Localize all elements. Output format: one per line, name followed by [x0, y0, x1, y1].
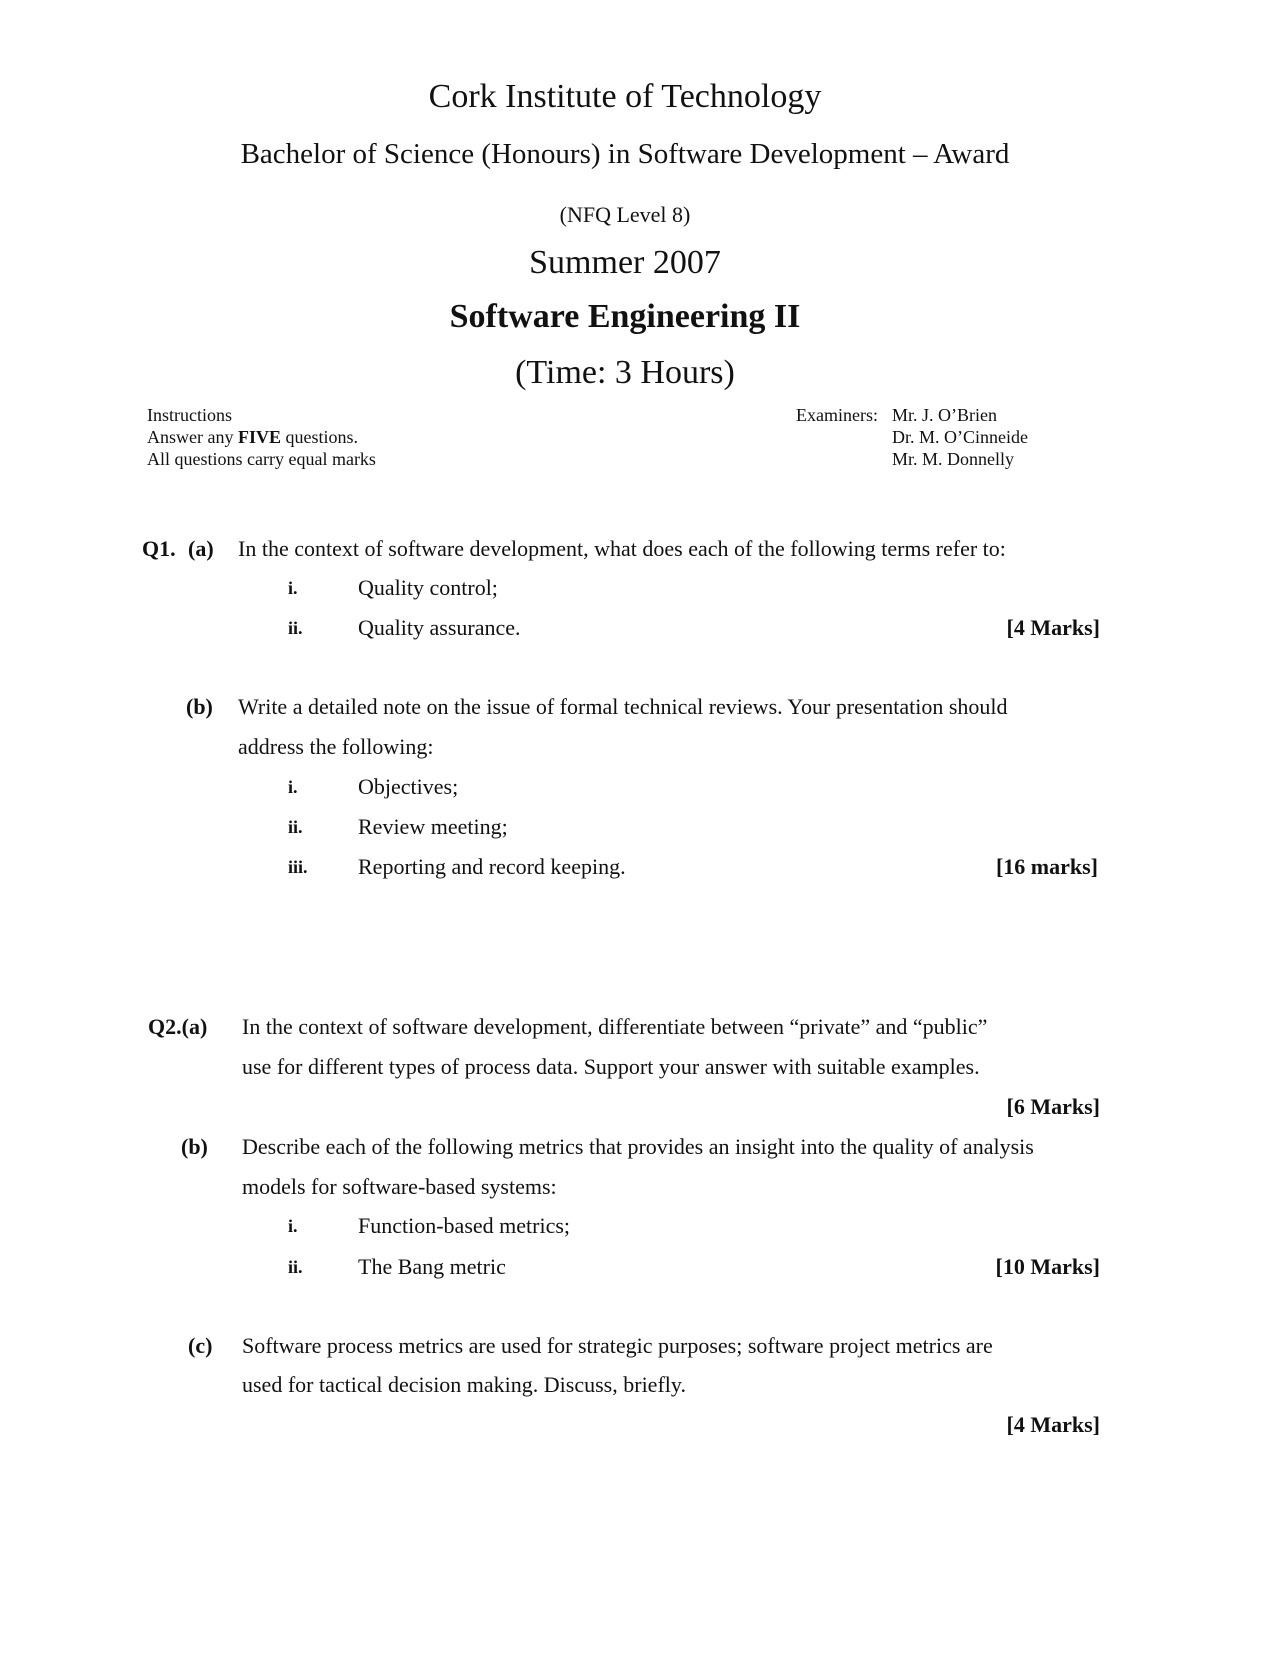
- q1a-text: In the context of software development, what does each of the following terms refer to:: [238, 536, 1006, 561]
- q2c-text-2: used for tactical decision making. Discuss, briefly.: [242, 1372, 686, 1397]
- q2c-label: (c): [188, 1333, 213, 1358]
- q1b-text-1: Write a detailed note on the issue of formal technical reviews. Your presentation should: [238, 694, 1008, 719]
- exam-session: Summer 2007: [529, 244, 721, 281]
- q2c-marks: [4 Marks]: [1006, 1412, 1100, 1437]
- q1a-label: (a): [188, 536, 214, 561]
- examiners-label: Examiners:: [796, 405, 878, 425]
- q1b-item-2: Review meeting;: [358, 814, 508, 839]
- q2b-label: (b): [181, 1134, 208, 1159]
- q2a-text-1: In the context of software development, differentiate between “private” and “public”: [242, 1014, 988, 1039]
- instructions-heading: Instructions: [147, 405, 232, 425]
- q2b-item-2-num: ii.: [288, 1257, 303, 1277]
- q2c-text-1: Software process metrics are used for strategic purposes; software project metrics are: [242, 1333, 993, 1358]
- exam-duration: (Time: 3 Hours): [515, 354, 735, 391]
- q2b-text-2: models for software-based systems:: [242, 1174, 557, 1199]
- q1b-item-1-num: i.: [288, 777, 298, 797]
- q1b-item-3-num: iii.: [288, 857, 308, 877]
- q2b-marks: [10 Marks]: [995, 1254, 1100, 1279]
- q2a-text-2: use for different types of process data. Support your answer with suitable examples.: [242, 1054, 980, 1079]
- examiners-names: [892, 404, 1028, 470]
- q2b-item-1: Function-based metrics;: [358, 1213, 571, 1238]
- q1b-label: (b): [186, 694, 213, 719]
- q1a-item-1-num: i.: [288, 578, 298, 598]
- institution-title: Cork Institute of Technology: [428, 78, 822, 115]
- q1b-item-3: Reporting and record keeping.: [358, 854, 626, 879]
- q1b-item-1: Objectives;: [358, 774, 459, 799]
- q1b-text-2: address the following:: [238, 734, 434, 759]
- examiner-3: Mr. M. Donnelly: [892, 449, 1015, 469]
- q1a-item-1: Quality control;: [358, 575, 498, 600]
- q1-label: Q1.: [142, 536, 176, 561]
- q2b-item-1-num: i.: [288, 1216, 298, 1236]
- q1b-marks: [16 marks]: [995, 854, 1098, 879]
- q1b-item-2-num: ii.: [288, 817, 303, 837]
- q1a-item-2: Quality assurance.: [358, 615, 521, 640]
- q1a-marks: [4 Marks]: [1006, 615, 1100, 640]
- q1a-item-2-num: ii.: [288, 618, 303, 638]
- q2b-text-1: Describe each of the following metrics that provides an insight into the quality of analysis: [242, 1134, 1034, 1159]
- q2a-label: Q2.(a): [148, 1014, 208, 1039]
- examiner-1: Mr. J. O’Brien: [892, 405, 997, 425]
- examiner-2: Dr. M. O’Cinneide: [892, 427, 1028, 447]
- programme-title: Bachelor of Science (Honours) in Software Development – Award: [240, 138, 1010, 170]
- module-title: Software Engineering II: [449, 298, 801, 335]
- q2b-item-2: The Bang metric: [358, 1254, 506, 1279]
- instructions-block: [147, 404, 376, 470]
- nfq-level: (NFQ Level 8): [559, 202, 691, 227]
- instructions-line-2: All questions carry equal marks: [147, 449, 376, 469]
- instructions-line-1: Answer any FIVE questions.: [147, 427, 359, 447]
- q2a-marks: [6 Marks]: [1006, 1094, 1100, 1119]
